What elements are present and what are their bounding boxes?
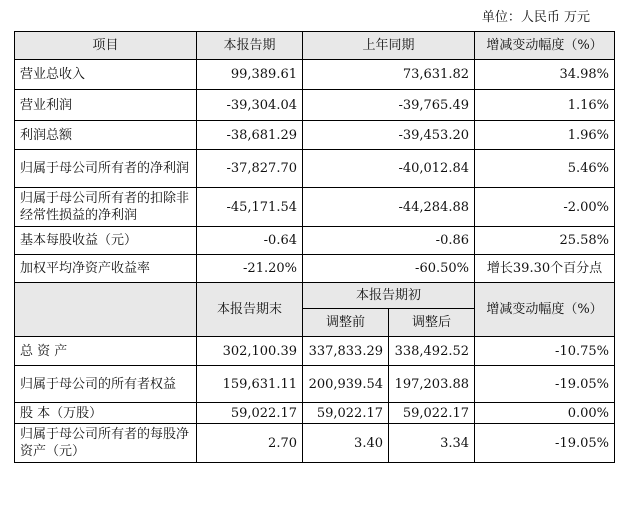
change-value: 1.96% bbox=[475, 121, 615, 150]
header-change-2: 增减变动幅度（%） bbox=[475, 283, 615, 337]
header-after-adjust: 调整后 bbox=[389, 309, 475, 337]
header-period-end: 本报告期末 bbox=[197, 283, 303, 337]
table-row bbox=[15, 90, 615, 121]
change-value: 1.16% bbox=[475, 90, 615, 121]
previous-value: -39,765.49 bbox=[303, 90, 475, 121]
current-value: 99,389.61 bbox=[197, 60, 303, 90]
previous-value: 73,631.82 bbox=[303, 60, 475, 90]
table-row bbox=[15, 366, 615, 403]
table-row bbox=[15, 60, 615, 90]
current-value: -38,681.29 bbox=[197, 121, 303, 150]
before-adjust-value: 200,939.54 bbox=[303, 366, 389, 403]
current-value: -45,171.54 bbox=[197, 188, 303, 227]
row-label: 营业总收入 bbox=[15, 60, 197, 90]
after-adjust-value: 197,203.88 bbox=[389, 366, 475, 403]
current-value: -21.20% bbox=[197, 255, 303, 283]
header-change: 增减变动幅度（%） bbox=[475, 32, 615, 60]
section2-header-blank bbox=[15, 283, 197, 337]
change-value: 0.00% bbox=[475, 403, 615, 424]
change-value: 34.98% bbox=[475, 60, 615, 90]
change-value: -10.75% bbox=[475, 337, 615, 366]
row-label: 总 资 产 bbox=[15, 337, 197, 366]
row-label: 利润总额 bbox=[15, 121, 197, 150]
header-item: 项目 bbox=[15, 32, 197, 60]
row-label: 归属于母公司所有者的每股净资产（元） bbox=[15, 424, 197, 463]
header-before-adjust: 调整前 bbox=[303, 309, 389, 337]
table-row bbox=[15, 121, 615, 150]
current-value: -37,827.70 bbox=[197, 150, 303, 188]
row-label: 加权平均净资产收益率 bbox=[15, 255, 197, 283]
table-row bbox=[15, 227, 615, 255]
header-period-begin: 本报告期初 bbox=[303, 283, 475, 309]
table-row bbox=[15, 255, 615, 283]
current-value: -39,304.04 bbox=[197, 90, 303, 121]
before-adjust-value: 3.40 bbox=[303, 424, 389, 463]
change-value: -19.05% bbox=[475, 424, 615, 463]
table-row bbox=[15, 150, 615, 188]
row-label: 股 本（万股） bbox=[15, 403, 197, 424]
header-previous-period: 上年同期 bbox=[303, 32, 475, 60]
period-end-value: 302,100.39 bbox=[197, 337, 303, 366]
table-row bbox=[15, 403, 615, 424]
change-value: 增长39.30个百分点 bbox=[475, 255, 615, 283]
change-value: 25.58% bbox=[475, 227, 615, 255]
previous-value: -0.86 bbox=[303, 227, 475, 255]
change-value: 5.46% bbox=[475, 150, 615, 188]
before-adjust-value: 337,833.29 bbox=[303, 337, 389, 366]
before-adjust-value: 59,022.17 bbox=[303, 403, 389, 424]
after-adjust-value: 3.34 bbox=[389, 424, 475, 463]
previous-value: -40,012.84 bbox=[303, 150, 475, 188]
row-label: 归属于母公司所有者的净利润 bbox=[15, 150, 197, 188]
after-adjust-value: 338,492.52 bbox=[389, 337, 475, 366]
table-row bbox=[15, 424, 615, 463]
change-value: -2.00% bbox=[475, 188, 615, 227]
row-label: 归属于母公司所有者的扣除非经常性损益的净利润 bbox=[15, 188, 197, 227]
financial-summary-table bbox=[14, 31, 615, 463]
period-end-value: 2.70 bbox=[197, 424, 303, 463]
table-row bbox=[15, 188, 615, 227]
period-end-value: 159,631.11 bbox=[197, 366, 303, 403]
table-row bbox=[15, 337, 615, 366]
section1-header-row bbox=[15, 32, 615, 60]
row-label: 归属于母公司的所有者权益 bbox=[15, 366, 197, 403]
period-end-value: 59,022.17 bbox=[197, 403, 303, 424]
previous-value: -60.50% bbox=[303, 255, 475, 283]
previous-value: -39,453.20 bbox=[303, 121, 475, 150]
unit-note: 单位：人民币 万元 bbox=[481, 10, 590, 25]
change-value: -19.05% bbox=[475, 366, 615, 403]
header-current-period: 本报告期 bbox=[197, 32, 303, 60]
row-label: 基本每股收益（元） bbox=[15, 227, 197, 255]
row-label: 营业利润 bbox=[15, 90, 197, 121]
after-adjust-value: 59,022.17 bbox=[389, 403, 475, 424]
previous-value: -44,284.88 bbox=[303, 188, 475, 227]
section2-header-row bbox=[15, 283, 615, 309]
current-value: -0.64 bbox=[197, 227, 303, 255]
